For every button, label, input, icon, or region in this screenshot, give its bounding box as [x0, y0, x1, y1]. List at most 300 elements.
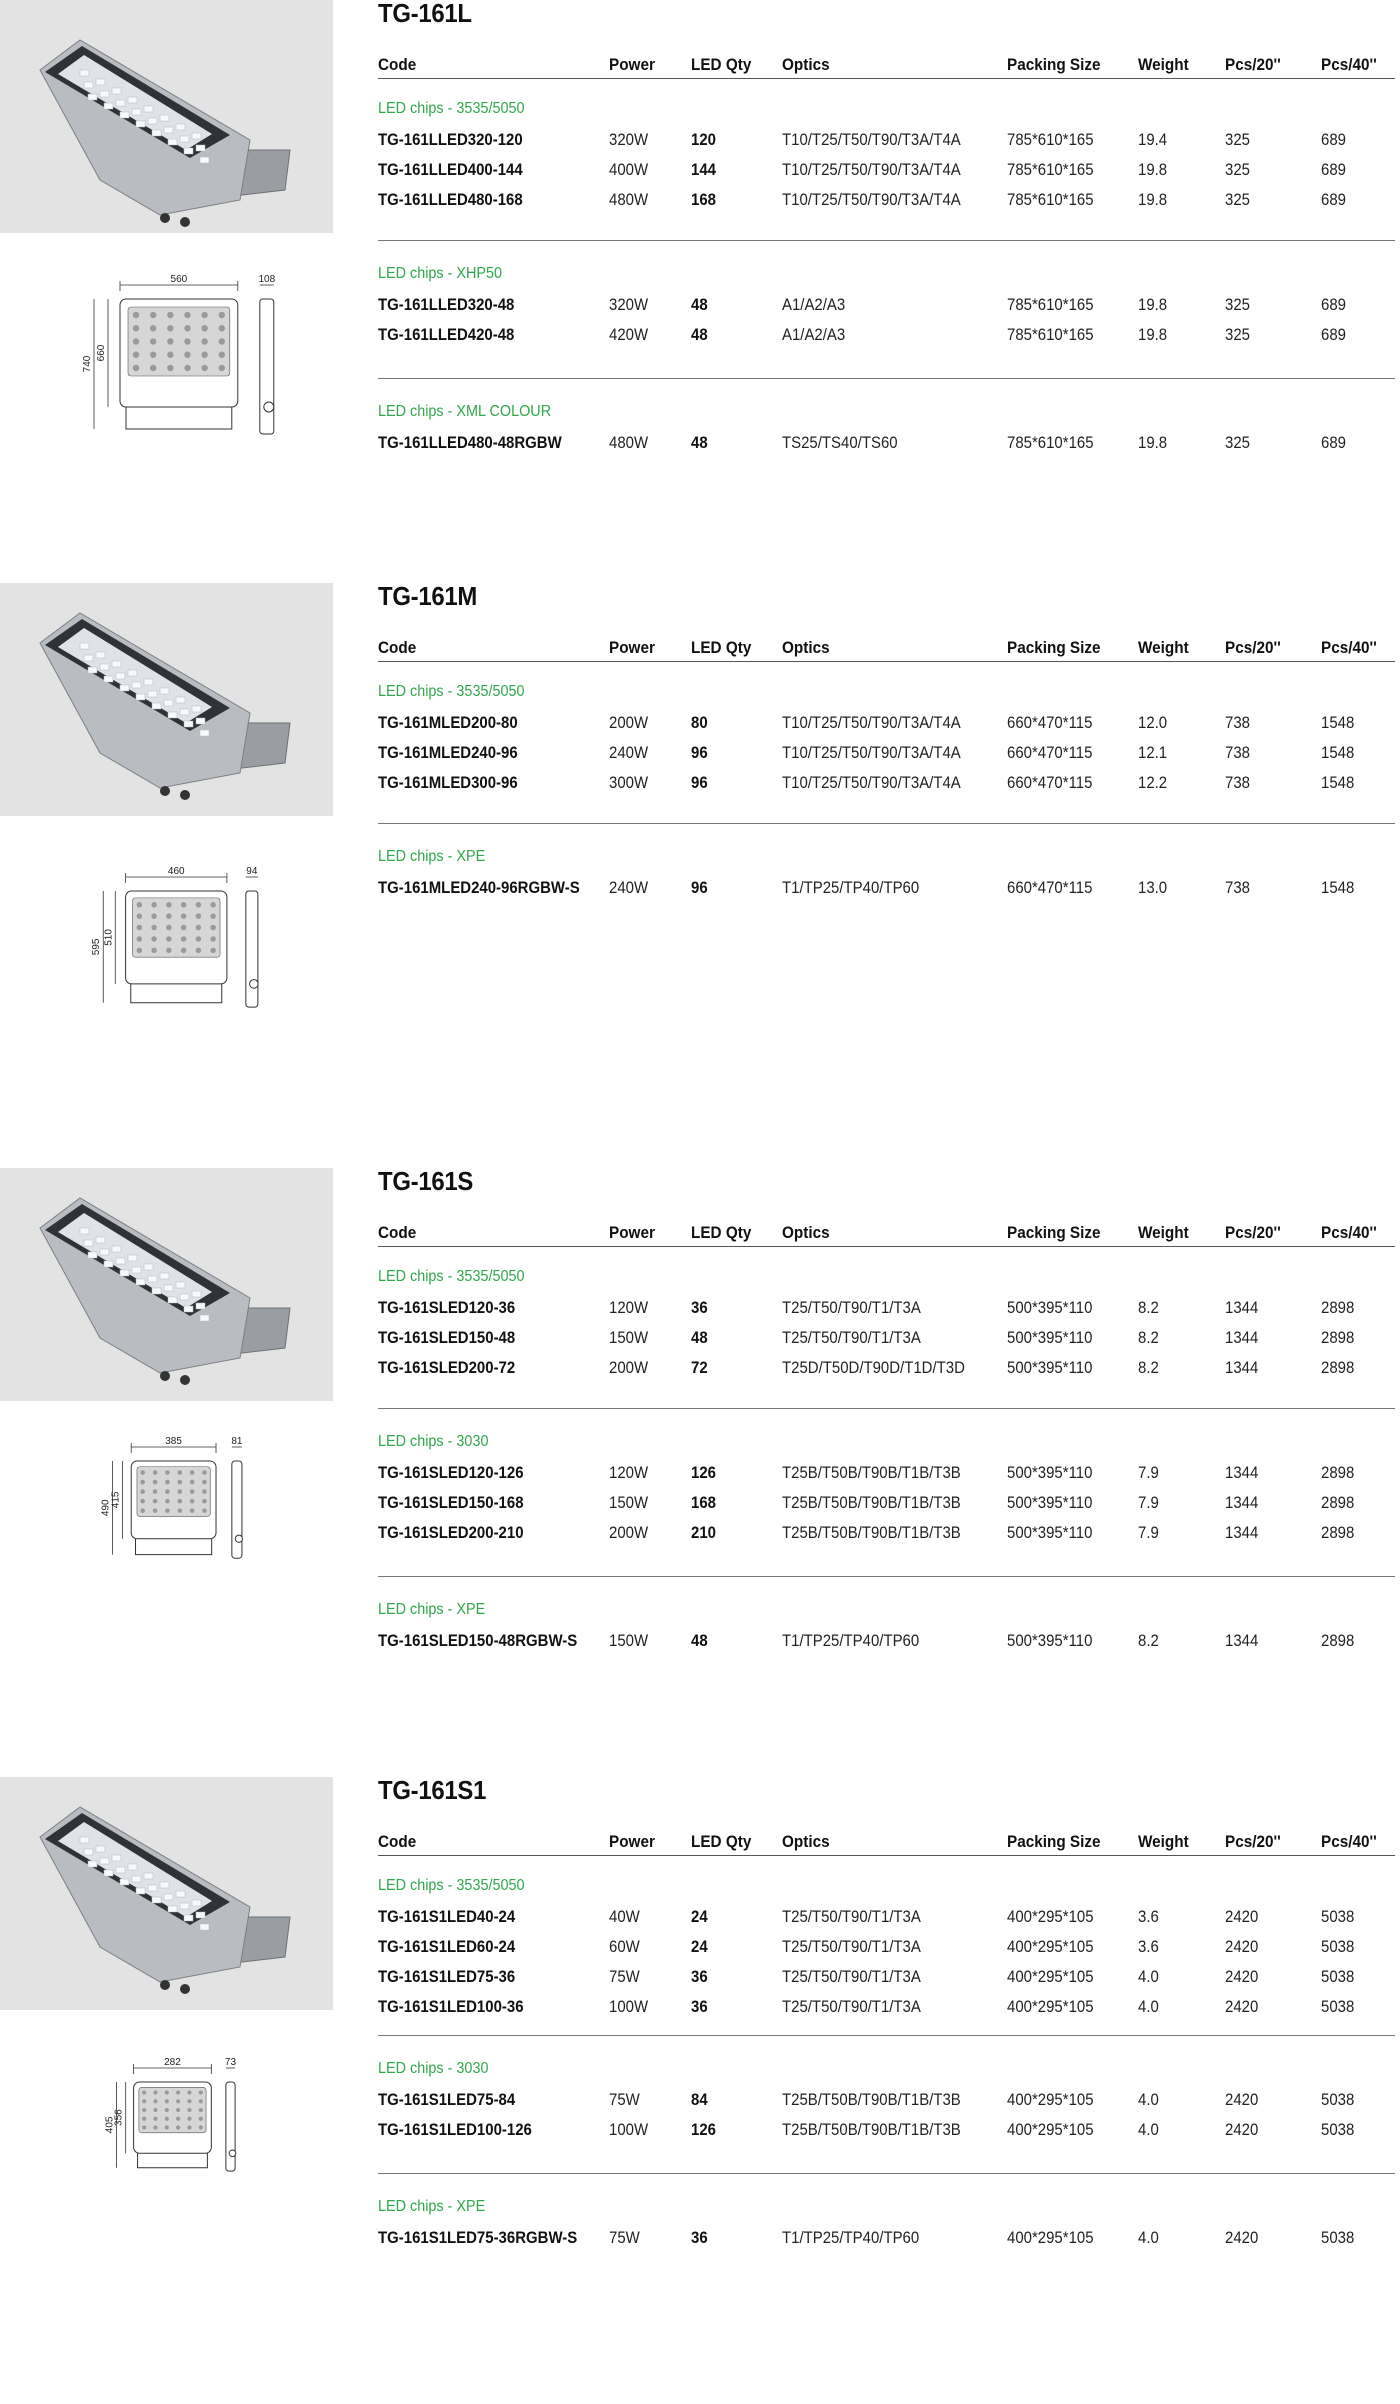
led-module: [120, 1270, 129, 1276]
col-weight-cell: 19.8: [1138, 325, 1168, 344]
side-view-pivot: [250, 980, 259, 989]
front-view-bracket: [136, 1539, 212, 1555]
technical-drawing: [0, 1437, 333, 1667]
led-module: [136, 1888, 145, 1894]
col-optics-cell: T10/T25/T50/T90/T3A/T4A: [782, 773, 961, 792]
product-section: [0, 0, 1400, 600]
led-module: [148, 1276, 157, 1282]
col-pcs20-cell: 325: [1225, 190, 1250, 209]
led-module: [168, 139, 177, 145]
height-dimension-label: 490: [100, 1499, 112, 1517]
cable-gland: [160, 1980, 170, 1990]
front-view-lens: [132, 898, 220, 957]
led-module: [184, 1306, 193, 1312]
col-weight-cell: 8.2: [1138, 1631, 1159, 1650]
led-dot: [210, 948, 216, 954]
col-power-cell: 320W: [609, 295, 649, 314]
col-led-qty-cell: 48: [691, 1631, 708, 1650]
col-pcs40-cell: 2898: [1321, 1631, 1355, 1650]
col-packing-size-cell: 400*295*105: [1007, 1967, 1094, 1986]
led-module: [192, 706, 201, 712]
led-dot: [199, 2125, 203, 2129]
dimension-drawing: [0, 1437, 333, 1667]
led-dot: [176, 2090, 180, 2094]
col-pcs40-cell: 2898: [1321, 1523, 1355, 1542]
col-weight-cell: 12.2: [1138, 773, 1168, 792]
table-row: [378, 160, 1395, 190]
led-module: [160, 688, 169, 694]
led-dot: [199, 2117, 203, 2121]
led-module: [148, 1885, 157, 1891]
col-code-cell: TG-161SLED120-36: [378, 1298, 516, 1317]
col-optics-cell: T1/TP25/TP40/TP60: [782, 878, 920, 897]
luminaire-photo: [0, 1168, 333, 1401]
led-dot: [142, 2090, 146, 2094]
led-module: [84, 1849, 93, 1855]
col-pcs20-cell: 2420: [1225, 1937, 1259, 1956]
col-weight-cell: 4.0: [1138, 2228, 1159, 2247]
table-row: [378, 1967, 1395, 1997]
side-view-pivot: [229, 2150, 236, 2157]
col-code-cell: TG-161LLED400-144: [378, 160, 523, 179]
col-code-cell: TG-161S1LED75-84: [378, 2090, 516, 2109]
table-row: [378, 743, 1395, 773]
col-led-qty-cell: 36: [691, 1967, 708, 1986]
col-pcs40-cell: 5038: [1321, 1907, 1355, 1926]
led-module: [176, 1282, 185, 1288]
col-led-qty-header: LED Qty: [691, 55, 752, 74]
col-pcs40-cell: 689: [1321, 433, 1346, 452]
width-dimension-label: 560: [170, 275, 188, 285]
led-module: [84, 1240, 93, 1246]
led-chips-label: LED chips - XPE: [378, 2198, 486, 2215]
col-pcs20-cell: 1344: [1225, 1493, 1259, 1512]
led-module: [160, 1273, 169, 1279]
led-dot: [153, 1470, 158, 1475]
dimension-drawing: [0, 275, 333, 505]
led-dot: [140, 1508, 145, 1513]
led-dot: [201, 365, 207, 371]
col-pcs20-cell: 738: [1225, 773, 1250, 792]
col-led-qty-cell: 36: [691, 1997, 708, 2016]
col-optics-cell: T25/T50/T90/T1/T3A: [782, 1967, 921, 1986]
product-section: [0, 583, 1400, 1183]
led-module: [180, 709, 189, 715]
led-dot: [201, 325, 207, 331]
col-led-qty-cell: 80: [691, 713, 708, 732]
led-dot: [153, 2099, 157, 2103]
col-pcs20-cell: 325: [1225, 433, 1250, 452]
led-dot: [153, 2108, 157, 2112]
col-optics-header: Optics: [782, 1223, 830, 1242]
col-pcs20-cell: 325: [1225, 160, 1250, 179]
led-module: [112, 88, 121, 94]
led-module: [136, 1279, 145, 1285]
led-chips-label: LED chips - XHP50: [378, 265, 503, 282]
luminaire-photo: [0, 1777, 333, 2010]
led-chips-label: LED chips - 3535/5050: [378, 100, 525, 117]
col-code-header: Code: [378, 638, 417, 657]
col-pcs20-cell: 2420: [1225, 1907, 1259, 1926]
led-module: [88, 667, 97, 673]
col-led-qty-cell: 210: [691, 1523, 716, 1542]
col-code-cell: TG-161MLED240-96: [378, 743, 518, 762]
col-power-cell: 40W: [609, 1907, 640, 1926]
led-dot: [190, 1470, 195, 1475]
led-dot: [202, 1489, 207, 1494]
col-optics-cell: T10/T25/T50/T90/T3A/T4A: [782, 743, 961, 762]
led-module: [104, 1870, 113, 1876]
col-weight-cell: 12.0: [1138, 713, 1168, 732]
col-weight-cell: 7.9: [1138, 1493, 1159, 1512]
led-dot: [219, 352, 225, 358]
product-title: TG-161S1: [378, 1775, 487, 1805]
table-row: [378, 2090, 1395, 2120]
col-optics-cell: T10/T25/T50/T90/T3A/T4A: [782, 160, 961, 179]
col-optics-header: Optics: [782, 638, 830, 657]
col-optics-cell: A1/A2/A3: [782, 325, 846, 344]
led-dot: [219, 365, 225, 371]
col-code-header: Code: [378, 1223, 417, 1242]
table-row: [378, 1523, 1395, 1553]
led-dot: [133, 352, 139, 358]
table-row: [378, 2228, 1395, 2258]
col-weight-cell: 19.8: [1138, 190, 1168, 209]
led-dot: [166, 936, 172, 942]
table-row: [378, 1997, 1395, 2027]
led-module: [112, 1855, 121, 1861]
col-code-cell: TG-161SLED150-168: [378, 1493, 524, 1512]
dimension-drawing: [0, 867, 333, 1097]
led-dot: [176, 2099, 180, 2103]
col-code-cell: TG-161S1LED40-24: [378, 1907, 516, 1926]
col-code-header: Code: [378, 1832, 417, 1851]
chip-group: [378, 378, 1395, 459]
led-module: [184, 1915, 193, 1921]
chip-group: [378, 823, 1395, 904]
col-packing-size-cell: 785*610*165: [1007, 130, 1094, 149]
led-dot: [210, 913, 216, 919]
col-pcs20-cell: 1344: [1225, 1328, 1259, 1347]
led-dot: [142, 2117, 146, 2121]
led-dot: [151, 936, 157, 942]
led-module: [196, 145, 205, 151]
col-power-cell: 100W: [609, 1997, 649, 2016]
led-module: [152, 703, 161, 709]
col-pcs40-cell: 1548: [1321, 713, 1355, 732]
col-power-cell: 480W: [609, 433, 649, 452]
col-optics-cell: T25/T50/T90/T1/T3A: [782, 1937, 921, 1956]
technical-drawing: [0, 867, 333, 1097]
col-code-cell: TG-161LLED320-48: [378, 295, 515, 314]
led-dot: [140, 1489, 145, 1494]
chip-group: [378, 240, 1395, 363]
led-module: [164, 700, 173, 706]
col-led-qty-cell: 168: [691, 1493, 716, 1512]
product-photo: [0, 1777, 333, 2010]
col-optics-cell: T25/T50/T90/T1/T3A: [782, 1328, 921, 1347]
led-module: [160, 115, 169, 121]
led-module: [192, 133, 201, 139]
led-dot: [199, 2108, 203, 2112]
col-pcs20-cell: 738: [1225, 743, 1250, 762]
col-led-qty-cell: 48: [691, 295, 708, 314]
led-module: [184, 721, 193, 727]
col-pcs40-cell: 689: [1321, 325, 1346, 344]
led-module: [128, 670, 137, 676]
col-pcs20-cell: 325: [1225, 130, 1250, 149]
table-row: [378, 713, 1395, 743]
col-optics-header: Optics: [782, 55, 830, 74]
led-module: [80, 1228, 89, 1234]
led-module: [152, 1288, 161, 1294]
led-module: [100, 1858, 109, 1864]
led-dot: [181, 948, 187, 954]
col-optics-cell: T10/T25/T50/T90/T3A/T4A: [782, 130, 961, 149]
col-power-header: Power: [609, 1832, 655, 1851]
cable-gland: [180, 1375, 190, 1385]
col-pcs40-header: Pcs/40'': [1321, 55, 1377, 74]
led-dot: [202, 1470, 207, 1475]
inner-height-dimension-label: 660: [96, 344, 107, 362]
col-weight-cell: 19.8: [1138, 295, 1168, 314]
col-code-cell: TG-161LLED480-48RGBW: [378, 433, 562, 452]
led-module: [136, 121, 145, 127]
led-dot: [133, 338, 139, 344]
table-row: [378, 1358, 1395, 1388]
depth-dimension-label: 108: [258, 275, 276, 285]
led-module: [80, 643, 89, 649]
led-module: [144, 679, 153, 685]
led-dot: [153, 1489, 158, 1494]
led-chips-label: LED chips - 3535/5050: [378, 1268, 525, 1285]
table-row: [378, 433, 1395, 463]
col-led-qty-header: LED Qty: [691, 1832, 752, 1851]
col-weight-cell: 8.2: [1138, 1298, 1159, 1317]
col-pcs40-cell: 1548: [1321, 743, 1355, 762]
inner-height-dimension-label: 356: [113, 2109, 125, 2126]
led-module: [104, 676, 113, 682]
led-dot: [219, 312, 225, 318]
col-led-qty-cell: 72: [691, 1358, 708, 1377]
table-row: [378, 1463, 1395, 1493]
luminaire-photo: [0, 583, 333, 816]
col-pcs20-header: Pcs/20'': [1225, 1832, 1281, 1851]
product-section: [0, 1777, 1400, 2377]
led-dot: [176, 2108, 180, 2112]
product-title: TG-161S: [378, 1166, 474, 1196]
col-pcs40-cell: 2898: [1321, 1493, 1355, 1512]
led-dot: [153, 1499, 158, 1504]
led-dot: [165, 1508, 170, 1513]
led-dot: [201, 338, 207, 344]
led-module: [184, 148, 193, 154]
table-row: [378, 1328, 1395, 1358]
product-photo: [0, 583, 333, 816]
side-view-body: [246, 891, 258, 1007]
col-power-cell: 150W: [609, 1328, 649, 1347]
led-dot: [165, 2108, 169, 2112]
col-led-qty-cell: 144: [691, 160, 716, 179]
led-dot: [202, 1508, 207, 1513]
led-module: [104, 103, 113, 109]
led-dot: [190, 1489, 195, 1494]
led-module: [116, 1867, 125, 1873]
col-packing-size-cell: 500*395*110: [1007, 1358, 1093, 1377]
col-weight-cell: 4.0: [1138, 2120, 1159, 2139]
side-view-body: [260, 299, 274, 434]
led-module: [200, 157, 209, 163]
col-optics-cell: T10/T25/T50/T90/T3A/T4A: [782, 190, 961, 209]
col-packing-size-cell: 500*395*110: [1007, 1328, 1093, 1347]
led-chips-label: LED chips - 3535/5050: [378, 683, 525, 700]
col-code-cell: TG-161LLED320-120: [378, 130, 523, 149]
col-led-qty-cell: 48: [691, 325, 708, 344]
led-module: [152, 130, 161, 136]
led-module: [132, 1876, 141, 1882]
front-view-lens: [128, 307, 230, 376]
col-pcs20-cell: 1344: [1225, 1523, 1259, 1542]
led-module: [100, 664, 109, 670]
table-row: [378, 1907, 1395, 1937]
led-dot: [142, 2125, 146, 2129]
led-dot: [176, 2117, 180, 2121]
led-module: [128, 1864, 137, 1870]
col-led-qty-cell: 126: [691, 1463, 716, 1482]
col-led-qty-cell: 96: [691, 743, 708, 762]
led-module: [160, 1882, 169, 1888]
led-dot: [151, 913, 157, 919]
col-pcs40-header: Pcs/40'': [1321, 1832, 1377, 1851]
col-packing-size-cell: 660*470*115: [1007, 773, 1093, 792]
led-dot: [187, 2125, 191, 2129]
col-power-cell: 320W: [609, 130, 649, 149]
side-view-body: [232, 1461, 242, 1558]
col-pcs40-cell: 689: [1321, 130, 1346, 149]
width-dimension-label: 385: [165, 1437, 182, 1447]
led-module: [116, 100, 125, 106]
col-weight-cell: 19.8: [1138, 433, 1168, 452]
led-module: [148, 691, 157, 697]
side-view-body: [226, 2082, 235, 2171]
led-module: [128, 97, 137, 103]
led-dot: [167, 338, 173, 344]
table-header: [378, 1212, 1395, 1247]
led-dot: [201, 352, 207, 358]
col-weight-cell: 13.0: [1138, 878, 1168, 897]
led-module: [112, 661, 121, 667]
height-dimension-label: 595: [91, 938, 103, 956]
led-dot: [187, 2090, 191, 2094]
col-led-qty-cell: 48: [691, 433, 708, 452]
led-dot: [167, 352, 173, 358]
col-pcs20-cell: 738: [1225, 713, 1250, 732]
col-power-cell: 150W: [609, 1493, 649, 1512]
technical-drawing: [0, 2058, 333, 2288]
led-dot: [187, 2117, 191, 2121]
col-pcs20-cell: 2420: [1225, 1997, 1259, 2016]
col-power-cell: 150W: [609, 1631, 649, 1650]
product-title: TG-161L: [378, 0, 472, 28]
led-dot: [153, 2090, 157, 2094]
col-pcs40-cell: 5038: [1321, 2090, 1355, 2109]
col-pcs20-header: Pcs/20'': [1225, 638, 1281, 657]
col-code-cell: TG-161S1LED60-24: [378, 1937, 516, 1956]
col-power-cell: 240W: [609, 743, 649, 762]
product-title: TG-161M: [378, 581, 478, 611]
led-module: [192, 1291, 201, 1297]
depth-dimension-label: 81: [231, 1437, 243, 1447]
led-module: [88, 1252, 97, 1258]
led-dot: [142, 2108, 146, 2112]
chip-group: [378, 1576, 1395, 1657]
col-weight-cell: 7.9: [1138, 1463, 1159, 1482]
height-dimension-label: 405: [104, 2116, 116, 2134]
col-pcs40-cell: 2898: [1321, 1358, 1355, 1377]
col-weight-cell: 12.1: [1138, 743, 1168, 762]
chip-group: [378, 1256, 1395, 1396]
col-packing-size-cell: 400*295*105: [1007, 2090, 1094, 2109]
table-row: [378, 1631, 1395, 1661]
led-dot: [196, 936, 202, 942]
front-view-lens: [139, 2087, 206, 2133]
chip-group: [378, 1408, 1395, 1549]
led-dot: [165, 2125, 169, 2129]
col-power-cell: 200W: [609, 1523, 649, 1542]
led-dot: [181, 936, 187, 942]
col-packing-size-header: Packing Size: [1007, 55, 1101, 74]
col-pcs40-cell: 689: [1321, 160, 1346, 179]
led-module: [180, 1903, 189, 1909]
col-led-qty-cell: 168: [691, 190, 716, 209]
led-dot: [219, 325, 225, 331]
col-optics-cell: TS25/TS40/TS60: [782, 433, 898, 452]
table-row: [378, 295, 1395, 325]
col-packing-size-cell: 400*295*105: [1007, 1907, 1094, 1926]
col-optics-cell: T25B/T50B/T90B/T1B/T3B: [782, 1463, 961, 1482]
led-dot: [137, 925, 143, 931]
front-view-bracket: [138, 2153, 208, 2168]
col-pcs20-cell: 2420: [1225, 1967, 1259, 1986]
col-optics-cell: A1/A2/A3: [782, 295, 846, 314]
led-dot: [167, 325, 173, 331]
chip-group: [378, 2173, 1395, 2254]
led-dot: [140, 1480, 145, 1485]
led-module: [144, 1264, 153, 1270]
led-module: [100, 1249, 109, 1255]
col-packing-size-cell: 400*295*105: [1007, 1997, 1094, 2016]
led-dot: [184, 312, 190, 318]
col-power-cell: 100W: [609, 2120, 649, 2139]
led-dot: [199, 2090, 203, 2094]
product-section: [0, 1168, 1400, 1768]
led-dot: [184, 338, 190, 344]
cable-gland: [160, 1371, 170, 1381]
table-row: [378, 878, 1395, 908]
col-optics-cell: T25B/T50B/T90B/T1B/T3B: [782, 2090, 961, 2109]
led-module: [112, 1246, 121, 1252]
led-module: [120, 1879, 129, 1885]
led-dot: [196, 913, 202, 919]
col-weight-header: Weight: [1138, 55, 1189, 74]
col-pcs40-header: Pcs/40'': [1321, 638, 1377, 657]
led-module: [84, 82, 93, 88]
led-dot: [199, 2099, 203, 2103]
table-row: [378, 325, 1395, 355]
col-optics-cell: T25/T50/T90/T1/T3A: [782, 1298, 921, 1317]
led-dot: [176, 2125, 180, 2129]
col-weight-cell: 4.0: [1138, 2090, 1159, 2109]
